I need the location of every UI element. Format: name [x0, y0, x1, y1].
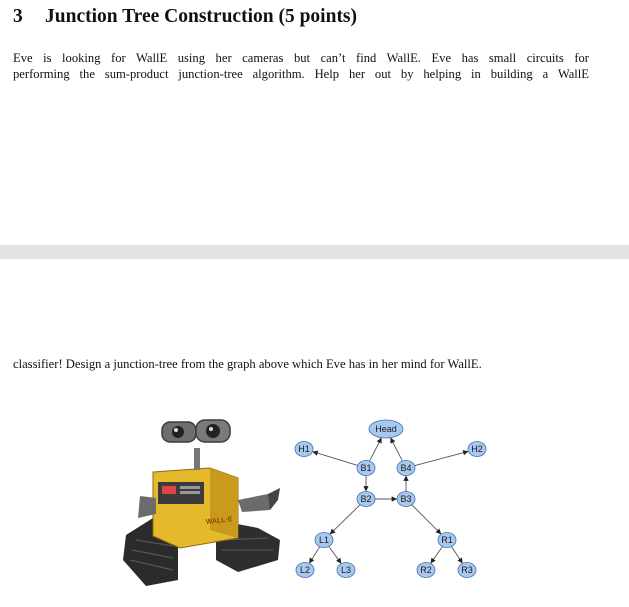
node-label-r3: R3 [461, 565, 473, 575]
node-l3 [337, 563, 355, 578]
network-graph [295, 420, 486, 578]
node-b2 [357, 492, 375, 507]
node-l2 [296, 563, 314, 578]
edge-l1-l3 [329, 546, 341, 563]
node-l1 [315, 533, 333, 548]
edge-b1-h1 [313, 452, 358, 466]
node-label-r1: R1 [441, 535, 453, 545]
node-r2 [417, 563, 435, 578]
edge-r1-r2 [431, 546, 443, 563]
section-heading [13, 6, 613, 28]
continuation-paragraph: classifier! Design a junction-tree from the graph above which Eve has in her mind for WallE. [13, 357, 482, 371]
node-label-l3: L3 [340, 565, 352, 575]
node-b3 [397, 492, 415, 507]
node-label-h2: H2 [471, 444, 483, 454]
node-b1 [357, 461, 375, 476]
edge-b3-r1 [412, 505, 441, 534]
walle-logo: WALL·E [205, 516, 233, 526]
node-h2 [468, 442, 486, 457]
section-title: Junction Tree Construction (5 points) [45, 6, 358, 27]
edge-b4-head [391, 438, 403, 461]
edge-l1-l2 [309, 547, 319, 563]
edge-r1-r3 [451, 547, 462, 563]
edge-b2-l1 [330, 505, 360, 534]
figure-svg [118, 410, 488, 595]
edge-b1-head [370, 438, 382, 461]
intro-line-2: performing the sum-product junction-tree algorithm. Help her out by helping in building a WallE [13, 67, 589, 81]
section-number: 3 [13, 6, 23, 27]
page-break-divider [0, 245, 629, 259]
neck [194, 448, 200, 470]
edge-b4-h2 [415, 451, 468, 465]
node-label-l1: L1 [318, 535, 330, 545]
node-label-l2: L2 [299, 565, 311, 575]
node-b4 [397, 461, 415, 476]
node-label-h1: H1 [298, 444, 310, 454]
node-h1 [295, 442, 313, 457]
node-label-b2: B2 [360, 494, 372, 504]
intro-paragraph [13, 50, 589, 82]
node-label-b1: B1 [360, 463, 372, 473]
body-side [210, 468, 238, 538]
node-label-b4: B4 [400, 463, 412, 473]
figure [118, 410, 488, 595]
walle-robot-illustration [123, 420, 280, 586]
node-r3 [458, 563, 476, 578]
eyes [162, 420, 230, 442]
node-label-head: Head [375, 424, 397, 434]
intro-line-1: Eve is looking for WallE using her cameras but can’t find WallE. Eve has small circuits for [13, 51, 589, 65]
node-head [369, 420, 403, 438]
node-label-b3: B3 [400, 494, 412, 504]
node-label-r2: R2 [420, 565, 432, 575]
chest-light [162, 486, 176, 494]
node-r1 [438, 533, 456, 548]
